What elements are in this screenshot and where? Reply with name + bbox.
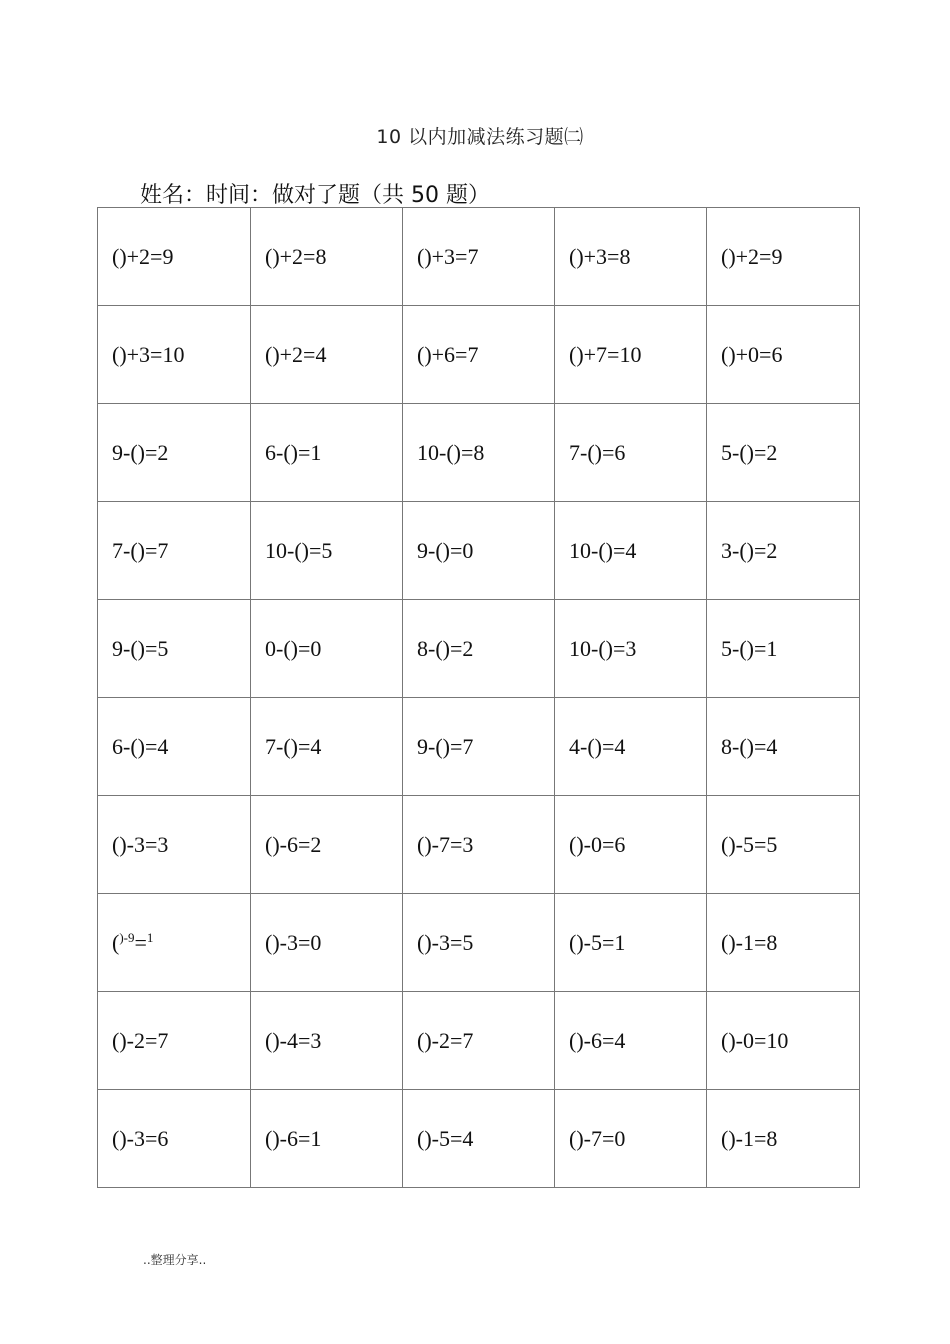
- exercise-cell: ()+0=6: [707, 306, 860, 404]
- exercise-cell: ()-7=3: [403, 796, 555, 894]
- exercise-cell: ()+3=10: [98, 306, 251, 404]
- exercise-cell: ()+2=4: [251, 306, 403, 404]
- table-row: [98, 404, 860, 502]
- table-row: [98, 698, 860, 796]
- exercise-cell: 10-()=4: [555, 502, 707, 600]
- exercise-cell: ()+3=8: [555, 208, 707, 306]
- exercise-cell: 7-()=7: [98, 502, 251, 600]
- table-row: [98, 208, 860, 306]
- exercise-cell: 10-()=5: [251, 502, 403, 600]
- exercise-cell-garbled: [98, 894, 251, 992]
- exercise-cell: ()-3=5: [403, 894, 555, 992]
- exercise-cell: 9-()=7: [403, 698, 555, 796]
- garbled-open: (: [112, 929, 120, 955]
- exercise-cell: 7-()=6: [555, 404, 707, 502]
- exercise-cell: ()-0=10: [707, 992, 860, 1090]
- exercise-cell: ()-3=3: [98, 796, 251, 894]
- info-line: 姓名：时间：做对了题（共 50 题）: [140, 183, 490, 208]
- table-row: [98, 796, 860, 894]
- exercise-cell: 10-()=8: [403, 404, 555, 502]
- exercise-cell: ()-1=8: [707, 1090, 860, 1188]
- table-row: [98, 600, 860, 698]
- exercise-cell: ()-3=6: [98, 1090, 251, 1188]
- exercise-cell: ()-6=2: [251, 796, 403, 894]
- exercise-cell: ()-3=0: [251, 894, 403, 992]
- exercise-cell: ()-6=1: [251, 1090, 403, 1188]
- exercise-cell: 4-()=4: [555, 698, 707, 796]
- exercise-cell: ()-4=3: [251, 992, 403, 1090]
- exercise-cell: ()-1=8: [707, 894, 860, 992]
- garbled-sup-b: 1: [146, 929, 154, 945]
- exercise-cell: 9-()=0: [403, 502, 555, 600]
- exercise-cell: ()+2=8: [251, 208, 403, 306]
- exercise-cell: 6-()=1: [251, 404, 403, 502]
- table-row: [98, 894, 860, 992]
- exercise-cell: ()-0=6: [555, 796, 707, 894]
- exercise-cell: ()-6=4: [555, 992, 707, 1090]
- exercise-cell: ()-5=5: [707, 796, 860, 894]
- garbled-sup-a: )-9: [119, 929, 135, 945]
- exercise-cell: ()-5=4: [403, 1090, 555, 1188]
- table-row: [98, 502, 860, 600]
- exercise-cell: 5-()=1: [707, 600, 860, 698]
- exercise-cell: 6-()=4: [98, 698, 251, 796]
- exercise-cell: 5-()=2: [707, 404, 860, 502]
- exercise-cell: ()+2=9: [707, 208, 860, 306]
- table-row: [98, 1090, 860, 1188]
- exercise-cell: ()+2=9: [98, 208, 251, 306]
- exercise-cell: 7-()=4: [251, 698, 403, 796]
- exercise-cell: 8-()=2: [403, 600, 555, 698]
- exercise-cell: ()+6=7: [403, 306, 555, 404]
- exercise-cell: 8-()=4: [707, 698, 860, 796]
- exercise-cell: ()-2=7: [98, 992, 251, 1090]
- exercise-cell: 0-()=0: [251, 600, 403, 698]
- page-title: 10 以内加减法练习题㈡: [376, 126, 584, 148]
- exercise-cell: ()+3=7: [403, 208, 555, 306]
- exercise-cell: ()-2=7: [403, 992, 555, 1090]
- exercise-cell: 9-()=2: [98, 404, 251, 502]
- exercise-cell: 10-()=3: [555, 600, 707, 698]
- table-row: [98, 992, 860, 1090]
- exercise-cell: 3-()=2: [707, 502, 860, 600]
- garbled-mid: =: [134, 929, 147, 955]
- exercise-cell: ()-5=1: [555, 894, 707, 992]
- exercise-cell: ()-7=0: [555, 1090, 707, 1188]
- exercise-cell: ()+7=10: [555, 306, 707, 404]
- footer-note: ..整理分享..: [143, 1253, 207, 1267]
- exercise-table: [97, 207, 860, 1188]
- table-row: [98, 306, 860, 404]
- exercise-cell: 9-()=5: [98, 600, 251, 698]
